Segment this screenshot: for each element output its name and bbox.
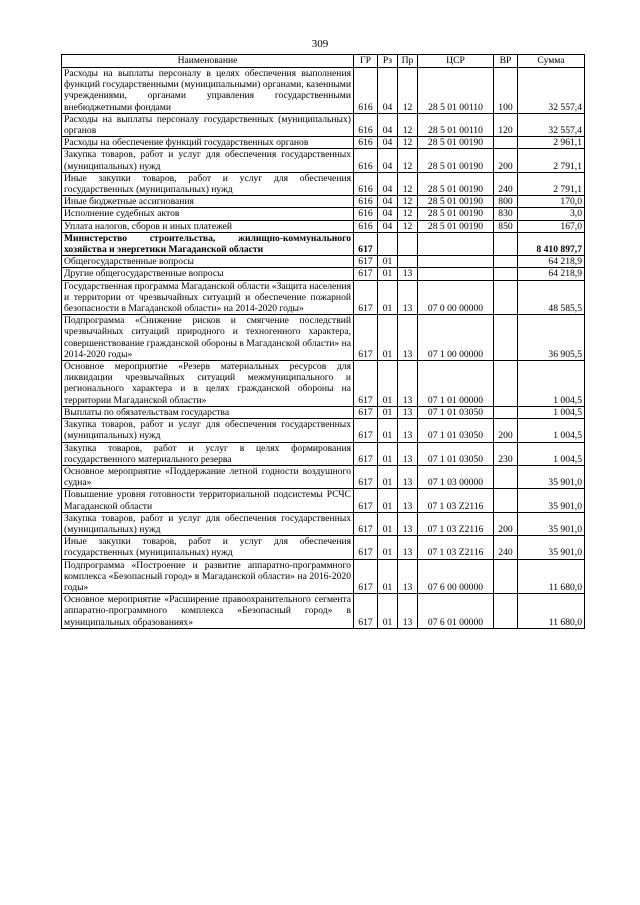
row-rz: 01 (378, 419, 398, 442)
row-name: Министерство строительства, жилищно-коммунального хозяйства и энергетики Магаданской области (62, 232, 354, 255)
row-gr: 617 (354, 232, 378, 255)
row-sum: 64 218,9 (518, 268, 585, 280)
row-pr: 12 (398, 208, 418, 220)
row-name: Расходы на обеспечение функций государственных органов (62, 137, 354, 149)
row-pr (398, 256, 418, 268)
header-pr: Пр (398, 55, 418, 68)
row-sum: 3,0 (518, 208, 585, 220)
row-vr (494, 406, 518, 418)
row-vr: 200 (494, 512, 518, 535)
header-name: Наименование (62, 55, 354, 68)
row-pr: 13 (398, 268, 418, 280)
row-sum: 64 218,9 (518, 256, 585, 268)
table-row (62, 232, 585, 255)
row-name: Другие общегосударственные вопросы (62, 268, 354, 280)
row-vr (494, 280, 518, 315)
row-name: Государственная программа Магаданской области «Защита населения и территории от чрезвычайных ситуаций и обеспечение пожарной безопасности в Магаданской области» на 2014-2020 годы» (62, 280, 354, 315)
row-gr: 617 (354, 315, 378, 361)
table-row (62, 268, 585, 280)
row-csr: 07 1 03 Z2116 (418, 489, 494, 512)
row-pr: 12 (398, 196, 418, 208)
row-name: Общегосударственные вопросы (62, 256, 354, 268)
row-vr: 830 (494, 208, 518, 220)
row-rz: 04 (378, 137, 398, 149)
row-rz: 04 (378, 68, 398, 114)
row-name: Основное мероприятие «Резерв материальных ресурсов для ликвидации чрезвычайных ситуаций межмуниципального и регионального характера и в целях гражданской обороны на территории Магаданской области» (62, 361, 354, 407)
table-row (62, 256, 585, 268)
row-gr: 616 (354, 172, 378, 195)
row-sum: 170,0 (518, 196, 585, 208)
row-sum: 1 004,5 (518, 361, 585, 407)
row-gr: 617 (354, 419, 378, 442)
row-pr: 12 (398, 149, 418, 172)
row-gr: 616 (354, 137, 378, 149)
row-vr: 200 (494, 149, 518, 172)
row-name: Расходы на выплаты персоналу в целях обеспечения выполнения функций государственными (муниципальными) органами, казенными учреждениями, органами управления государственными внебюджетными фондами (62, 68, 354, 114)
row-sum: 36 905,5 (518, 315, 585, 361)
row-rz: 04 (378, 196, 398, 208)
row-name: Исполнение судебных актов (62, 208, 354, 220)
row-csr: 07 1 01 03050 (418, 442, 494, 465)
row-pr: 13 (398, 465, 418, 488)
row-vr: 240 (494, 536, 518, 559)
row-rz: 01 (378, 268, 398, 280)
row-rz: 04 (378, 220, 398, 232)
row-rz: 01 (378, 406, 398, 418)
row-pr: 13 (398, 315, 418, 361)
row-vr: 240 (494, 172, 518, 195)
row-sum: 167,0 (518, 220, 585, 232)
row-csr (418, 232, 494, 255)
row-gr: 617 (354, 536, 378, 559)
row-vr (494, 137, 518, 149)
row-vr (494, 315, 518, 361)
row-gr: 616 (354, 149, 378, 172)
row-sum: 11 680,0 (518, 594, 585, 629)
row-pr (398, 232, 418, 255)
row-gr: 616 (354, 68, 378, 114)
row-gr: 617 (354, 256, 378, 268)
table-row (62, 594, 585, 629)
row-csr: 07 1 01 03050 (418, 406, 494, 418)
row-csr: 28 5 01 00190 (418, 172, 494, 195)
table-row (62, 208, 585, 220)
row-csr: 28 5 01 00110 (418, 68, 494, 114)
row-rz: 04 (378, 113, 398, 136)
row-gr: 617 (354, 442, 378, 465)
header-csr: ЦСР (418, 55, 494, 68)
row-csr: 07 1 00 00000 (418, 315, 494, 361)
row-vr: 850 (494, 220, 518, 232)
row-rz: 01 (378, 512, 398, 535)
table-row (62, 465, 585, 488)
row-csr: 28 5 01 00190 (418, 220, 494, 232)
row-pr: 13 (398, 559, 418, 594)
row-gr: 617 (354, 280, 378, 315)
row-csr: 07 1 03 00000 (418, 465, 494, 488)
row-csr: 28 5 01 00190 (418, 137, 494, 149)
row-name: Иные закупки товаров, работ и услуг для обеспечения государственных (муниципальных) нужд (62, 172, 354, 195)
table-row (62, 489, 585, 512)
row-sum: 32 557,4 (518, 113, 585, 136)
row-gr: 617 (354, 594, 378, 629)
row-sum: 8 410 897,7 (518, 232, 585, 255)
row-name: Подпрограмма «Построение и развитие аппаратно-программного комплекса «Безопасный город» в Магаданской области» на 2016-2020 годы» (62, 559, 354, 594)
row-csr: 07 0 00 00000 (418, 280, 494, 315)
row-vr (494, 361, 518, 407)
table-row (62, 196, 585, 208)
table-row (62, 149, 585, 172)
page-number: 309 (311, 38, 329, 50)
row-gr: 617 (354, 465, 378, 488)
row-pr: 13 (398, 442, 418, 465)
row-gr: 617 (354, 268, 378, 280)
row-name: Закупка товаров, работ и услуг для обеспечения государственных (муниципальных) нужд (62, 512, 354, 535)
table-row (62, 280, 585, 315)
row-rz: 04 (378, 149, 398, 172)
row-name: Выплаты по обязательствам государства (62, 406, 354, 418)
row-gr: 617 (354, 361, 378, 407)
table-row (62, 406, 585, 418)
row-vr (494, 465, 518, 488)
table-row (62, 442, 585, 465)
table-body (62, 68, 585, 629)
row-rz: 01 (378, 280, 398, 315)
row-pr: 12 (398, 172, 418, 195)
row-sum: 48 585,5 (518, 280, 585, 315)
row-vr: 100 (494, 68, 518, 114)
row-vr (494, 489, 518, 512)
row-vr: 120 (494, 113, 518, 136)
row-gr: 616 (354, 208, 378, 220)
table-header-row (62, 55, 585, 68)
row-pr: 13 (398, 489, 418, 512)
row-vr: 230 (494, 442, 518, 465)
row-name: Закупка товаров, работ и услуг в целях формирования государственного материального резерва (62, 442, 354, 465)
row-csr: 07 1 01 00000 (418, 361, 494, 407)
row-pr: 12 (398, 137, 418, 149)
row-sum: 2 791,1 (518, 149, 585, 172)
row-csr: 07 6 01 00000 (418, 594, 494, 629)
row-gr: 616 (354, 220, 378, 232)
row-vr (494, 256, 518, 268)
row-pr: 13 (398, 280, 418, 315)
row-csr: 07 1 03 Z2116 (418, 536, 494, 559)
row-pr: 12 (398, 113, 418, 136)
row-name: Закупка товаров, работ и услуг для обеспечения государственных (муниципальных) нужд (62, 149, 354, 172)
row-name: Основное мероприятие «Расширение правоохранительного сегмента аппаратно-программного комплекса «Безопасный город» в муниципальных образованиях» (62, 594, 354, 629)
row-sum: 1 004,5 (518, 442, 585, 465)
table-row (62, 559, 585, 594)
row-gr: 617 (354, 559, 378, 594)
row-csr: 28 5 01 00110 (418, 113, 494, 136)
row-gr: 616 (354, 113, 378, 136)
row-pr: 13 (398, 594, 418, 629)
row-rz: 04 (378, 172, 398, 195)
table-row (62, 419, 585, 442)
row-rz: 01 (378, 361, 398, 407)
row-name: Иные закупки товаров, работ и услуг для обеспечения государственных (муниципальных) нужд (62, 536, 354, 559)
table-row (62, 68, 585, 114)
row-name: Расходы на выплаты персоналу государственных (муниципальных) органов (62, 113, 354, 136)
row-sum: 35 901,0 (518, 536, 585, 559)
header-vr: ВР (494, 55, 518, 68)
row-csr: 07 6 00 00000 (418, 559, 494, 594)
table-row (62, 536, 585, 559)
row-csr: 28 5 01 00190 (418, 208, 494, 220)
row-vr: 200 (494, 419, 518, 442)
row-sum: 35 901,0 (518, 489, 585, 512)
row-sum: 1 004,5 (518, 419, 585, 442)
row-gr: 617 (354, 406, 378, 418)
row-rz: 01 (378, 442, 398, 465)
header-gr: ГР (354, 55, 378, 68)
row-csr: 07 1 03 Z2116 (418, 512, 494, 535)
row-sum: 35 901,0 (518, 465, 585, 488)
row-pr: 12 (398, 68, 418, 114)
row-pr: 13 (398, 512, 418, 535)
table-row (62, 361, 585, 407)
row-gr: 616 (354, 196, 378, 208)
row-name: Иные бюджетные ассигнования (62, 196, 354, 208)
header-rz: Рз (378, 55, 398, 68)
row-gr: 617 (354, 489, 378, 512)
row-rz: 01 (378, 559, 398, 594)
row-sum: 32 557,4 (518, 68, 585, 114)
row-vr (494, 594, 518, 629)
header-sum: Сумма (518, 55, 585, 68)
row-vr: 800 (494, 196, 518, 208)
row-sum: 11 680,0 (518, 559, 585, 594)
table-row (62, 315, 585, 361)
row-pr: 12 (398, 220, 418, 232)
row-csr (418, 268, 494, 280)
row-csr: 07 1 01 03050 (418, 419, 494, 442)
row-pr: 13 (398, 406, 418, 418)
budget-table (61, 54, 585, 629)
row-name: Основное мероприятие «Поддержание летной годности воздушного судна» (62, 465, 354, 488)
row-pr: 13 (398, 419, 418, 442)
row-csr (418, 256, 494, 268)
row-rz: 01 (378, 465, 398, 488)
row-vr (494, 232, 518, 255)
table-row (62, 220, 585, 232)
row-rz: 01 (378, 256, 398, 268)
row-vr (494, 559, 518, 594)
row-sum: 2 961,1 (518, 137, 585, 149)
row-pr: 13 (398, 536, 418, 559)
row-name: Повышение уровня готовности территориальной подсистемы РСЧС Магаданской области (62, 489, 354, 512)
row-rz: 01 (378, 594, 398, 629)
row-vr (494, 268, 518, 280)
row-rz: 01 (378, 489, 398, 512)
row-name: Уплата налогов, сборов и иных платежей (62, 220, 354, 232)
row-gr: 617 (354, 512, 378, 535)
table-row (62, 113, 585, 136)
row-rz: 01 (378, 536, 398, 559)
row-sum: 2 791,1 (518, 172, 585, 195)
row-sum: 35 901,0 (518, 512, 585, 535)
table-row (62, 137, 585, 149)
row-pr: 13 (398, 361, 418, 407)
row-name: Подпрограмма «Снижение рисков и смягчение последствий чрезвычайных ситуаций природного и техногенного характера, совершенствование гражданской обороны в Магаданской области» на 2014-2020 годы» (62, 315, 354, 361)
table-row (62, 172, 585, 195)
table-row (62, 512, 585, 535)
row-csr: 28 5 01 00190 (418, 149, 494, 172)
row-rz (378, 232, 398, 255)
row-csr: 28 5 01 00190 (418, 196, 494, 208)
row-rz: 04 (378, 208, 398, 220)
row-sum: 1 004,5 (518, 406, 585, 418)
row-name: Закупка товаров, работ и услуг для обеспечения государственных (муниципальных) нужд (62, 419, 354, 442)
row-rz: 01 (378, 315, 398, 361)
